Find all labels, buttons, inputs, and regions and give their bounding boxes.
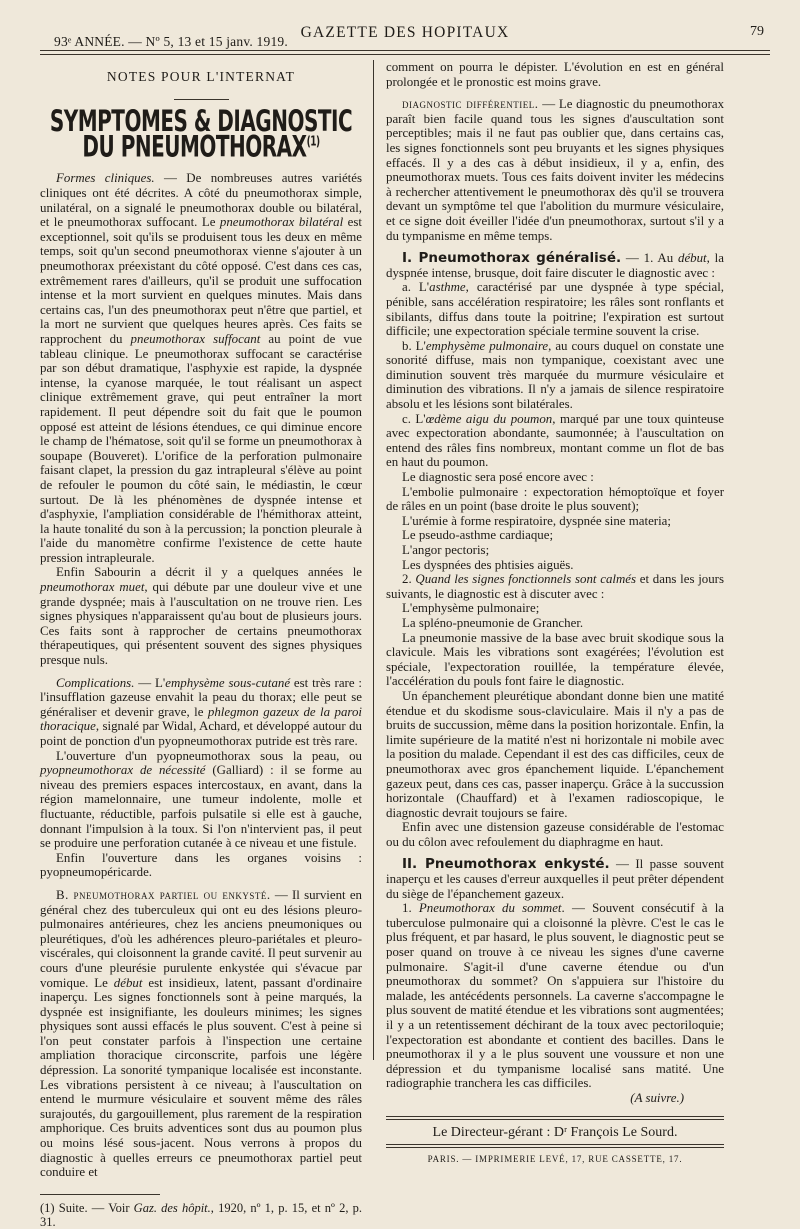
paragraph-oedeme: c. L'œdème aigu du poumon, marqué par une toux quinteuse avec expectoration abondante, saumonnée; à l'auscultation on entend des râles fins nombreux, montant comme un flot de bas en haut du poumon.	[386, 411, 724, 470]
paragraph-embolie: L'embolie pulmonaire : expectoration hémoptoïque et foyer de râles en un point (base droite le plus souvent);	[386, 484, 724, 514]
paragraph-diagnostic-differentiel: diagnostic différentiel. — Le diagnostic du pneumothorax paraît bien facile quand tous les signes d'auscultation sont perceptibles; mais il ne faut pas oublier que, dans certains cas, les signes fonctionnels sont peu bruyants et les signes physiques effacés. Il y a des cas à début insidieux, il y a, enfin, des pneumothorax muets. Tous ces faits doivent inviter les médecins à rechercher attentivement le pneumothorax dès qu'il se trouvera devant un symptôme tel que l'abolition du murmure vésiculaire, et ce signe doit éveiller l'idée d'un pneumothorax, surtout s'il y a du tympanisme en même temps.	[386, 97, 725, 243]
paragraph-complications: Complications. — L'emphysème sous-cutané est très rare : l'insufflation gazeuse envahit la peau du thorax; elle peut se généraliser et devenir grave, le phlegmon gazeux de la paroi thoracique, signalé par Widal, Achard, et développé autour du point de ponction d'un pyopneumothorax putride est très rare.	[40, 675, 362, 748]
paragraph-pyopneumothorax: L'ouverture d'un pyopneumothorax sous la peau, ou pyopneumothorax de nécessité (Galliard) : il se forme au niveau des premiers espaces intercostaux, en avant, dans la région mamelonnaire, une tumeur indolente, molle et fluctuante, réductible, parfois pulsatile si elle est à gauche, donnant l'impulsion à la toux. Si l'on n'intervient pas, il peut se produire une perforation cutanée à ce niveau et une fistule.	[40, 748, 362, 851]
paragraph-emphyseme: b. L'emphysème pulmonaire, au cours duquel on constate une sonorité diffuse, mais non tympanique, coexistant avec une diminution souvent très marquée du murmure vésiculaire et diminution des vibrations. Il n'y a jamais de silence respiratoire absolu et les lésions sont bilatérales.	[386, 338, 725, 412]
left-column	[40, 66, 362, 1229]
paragraph-uremie: L'urémie à forme respiratoire, dyspnée sine materia;	[402, 513, 671, 528]
issue-info: 93ᵉ ANNÉE. — Nº 5, 13 et 15 janv. 1919.	[54, 34, 288, 49]
paragraph-pneumonie-massive: La pneumonie massive de la base avec bruit skodique sous la clavicule. Mais les vibrations sont exagérées; l'évolution est spéciale, l'expectoration rouillée, la température élevée, l'accélération du pouls font faire le diagnostic.	[386, 630, 724, 689]
paragraph-partiel-enkyste: B. pneumothorax partiel ou enkysté. — Il survient en général chez des tuberculeux qui ont eu des lésions pleuro-pulmonaires antérieures, chez les anciens pneumoniques ou pleurétiques, d'où les adhérences pleuro-pariétales et pleuro-viscérales, qui cloisonnent la grande cavité. Il peut survenir au cours d'une pleurésie purulente enkystée qui s'évacue par vomique. Le début est insidieux, latent, passant d'ordinaire inaperçu. Les signes fonctionnels sont à peine marqués, la dyspnée est insignifiante, les douleurs minimes; les signes physiques sont aussi effacés le plus souvent. C'est à peine si l'on peut constater parfois à l'inspection une certaine ampliation thoracique circonscrite, parfois une légère dépression. La sonorité tympanique localisée est inconstante. Les vibrations persistent à ce niveau; à l'auscultation on entend le murmure vésiculaire et souvent même des râles surajoutés, du gargouillement, plus rarement de la respiration amphorique. Ces bruits adventices sont dus au poumon plus ou moins lésé sous-jacent. Nous verrons à propos du diagnostic à quelles erreurs ce pneumothorax partiel peut conduire et	[40, 887, 362, 1180]
paragraph-evolution: comment on pourra le dépister. L'évolution en est en général prolongée et le pronostic est moins grave.	[386, 60, 724, 89]
directeur-rule-top-second	[386, 1119, 724, 1120]
header-rule	[40, 50, 770, 51]
imprimerie: PARIS. — IMPRIMERIE LEVÉ, 17, RUE CASSETTE, 17.	[427, 1154, 683, 1165]
right-column	[386, 60, 724, 1167]
paragraph-enkyste: II. Pneumothorax enkysté. — Il passe souvent inaperçu et les causes d'erreur auxquelles il peut prêter dépendent du siège de l'épanchement gazeux.	[386, 856, 724, 901]
paragraph-signes-calmes: 2. Quand les signes fonctionnels sont calmés et dans les jours suivants, le diagnostic est à discuter avec :	[386, 572, 724, 601]
paragraph-sabourin: Enfin Sabourin a décrit il y a quelques années le pneumothorax muet, qui débute par une douleur vive et une grande dyspnée; mais à l'auscultation on ne trouve rien. Les signes physiques n'apparaissent qu'au bout de plusieurs jours. Ces faits sont à rapprocher de certains pneumothorax thérapeutiques, qui présentent souvent des signes physiques presque nuls.	[40, 565, 362, 668]
paragraph-diagnostic-avec: Le diagnostic sera posé encore avec :	[402, 470, 594, 485]
section-rule	[174, 99, 229, 100]
header-rule-second	[40, 54, 770, 55]
column-divider	[373, 60, 374, 1060]
footnote-rule	[40, 1194, 160, 1195]
paragraph-distension: Enfin avec une distension gazeuse considérable de l'estomac ou du côlon avec refoulement du diaphragme en haut.	[386, 820, 724, 849]
page-number: 79	[750, 24, 764, 39]
journal-title: GAZETTE DES HOPITAUX	[300, 24, 510, 41]
paragraph-pseudo-asthme: Le pseudo-asthme cardiaque;	[402, 528, 554, 543]
paragraph-spleno-pneumonie: La spléno-pneumonie de Grancher.	[402, 615, 584, 630]
footnote: (1) Suite. — Voir Gaz. des hôpit., 1920, nº 1, p. 15, et nº 2, p. 31.	[40, 1200, 362, 1229]
article-title: SYMPTOMES & DIAGNOSTIC DU PNEUMOTHORAX$^{(1)}$	[49, 103, 353, 163]
paragraph-emphyseme-2: L'emphysème pulmonaire;	[402, 601, 540, 616]
directeur-rule-top	[386, 1116, 724, 1117]
paragraph-angor: L'angor pectoris;	[402, 543, 490, 557]
paragraph-asthme: a. L'asthme, caractérisé par une dyspnée à type spécial, pénible, sans accélération respiratoire; les râles sont ronflants et sibilants, diffus dans toute la poitrine; l'expiration est surtout difficile; une expectoration spéciale termine souvent la crise.	[386, 280, 724, 339]
paragraph-epanchement: Un épanchement pleurétique abondant donne bien une matité étendue et du skodisme sous-claviculaire. Mais il n'y a pas de bruits de succussion, même dans la position horizontale. Enfin, la limite supérieure de la matité n'est ni horizontale ni mobile avec la position du malade. Cependant il est des cas difficiles, ceux de pneumothorax avec gros épanchement liquide. L'épanchement gazeux peut, dans ces cas, passer inaperçu. Grâce à la succussion horizontale (Chauffard) et à l'examen radioscopique, le diagnostic devrait toujours se faire.	[386, 688, 724, 820]
a-suivre: (A suivre.)	[630, 1090, 684, 1105]
directeur-gerant: Le Directeur-gérant : Dʳ François Le Sourd.	[432, 1124, 678, 1140]
imprimerie-rule-top-second	[386, 1147, 724, 1148]
paragraph-generalise: I. Pneumothorax généralisé. — 1. Au début, la dyspnée intense, brusque, doit faire discuter le diagnostic avec :	[386, 250, 724, 280]
paragraph-organes-voisins: Enfin l'ouverture dans les organes voisins : pyopneumopéricarde.	[40, 850, 362, 880]
paragraph-sommet: 1. Pneumothorax du sommet. — Souvent consécutif à la tuberculose pulmonaire qui a cloisonné la plèvre. C'est le cas le plus fréquent, et par hasard, le plus souvent, le diagnostic peut se poser quand on trouve à ce niveau les signes d'une caverne pulmonaire. S'agit-il d'une caverne étendue ou d'un pneumothorax du sommet? On s'appuiera sur l'histoire du malade, les antécédents personnels. La caverne s'accompagne le plus souvent de matité étendue et les vibrations sont augmentées; il y a un retentissement déchirant de la toux avec pectoriloquie; l'expectoration est abondante et contient des bacilles. Dans le pneumothorax il y a le plus souvent une voussure et non une dépression et du tympanisme localisé sans matité. Une radiographie tranchera les cas difficiles.	[386, 901, 724, 1091]
paragraph-formes-cliniques: Formes cliniques. — De nombreuses autres variétés cliniques ont été décrites. A côté du pneumothorax simple, unilatéral, on a signalé le pneumothorax double ou bilatéral, et le pneumothorax suffocant. Le pneumothorax bilatéral est exceptionnel, soit qu'ils se produisent tous les deux en même temps, soit qu'un second pneumothorax vienne s'ajouter à un pneumothorax préexistant du côté opposé. C'est dans ces cas, extrêmement rares d'ailleurs, qu'il se produit une suffocation intense et la mort survient en quelques minutes. Mais dans certains cas, l'un des pneumothorax peut n'être que partiel, et la mort ne survient que quelques heures après. Ces faits se rapprochent du pneumothorax suffocant au point de vue tableau clinique. Le pneumothorax suffocant se caractérise par son début dramatique, l'asphyxie est rapide, la dyspnée intense, la cyanose marquée, le tout réalisant un aspect clinique extrêmement grave, qui peut entraîner la mort rapidement. Il peut dépendre soit du fait que le poumon opposé est atteint de lésions étendues, ce qui diminue encore le champ de l'hématose, soit qu'il se forme un pneumothorax à soupape (Bouveret). L'orifice de la perforation pulmonaire faisant clapet, la pression du gaz intrapleural s'élève au point de refouler le poumon du côté sain, le médiastin, le cœur surtout. De là les phénomènes de dyspnée intense et d'asphyxie, l'ampliation considérable de l'hémithorax atteint, la haute tonalité du son à la percussion; la ponction pleurale à l'aide du manomètre confirme l'existence de cette haute pression intrapleurale.	[40, 171, 362, 565]
imprimerie-rule-top	[386, 1144, 724, 1145]
paragraph-phtisies: Les dyspnées des phtisies aiguës.	[402, 557, 574, 572]
section-title: NOTES POUR L'INTERNAT	[106, 69, 296, 84]
